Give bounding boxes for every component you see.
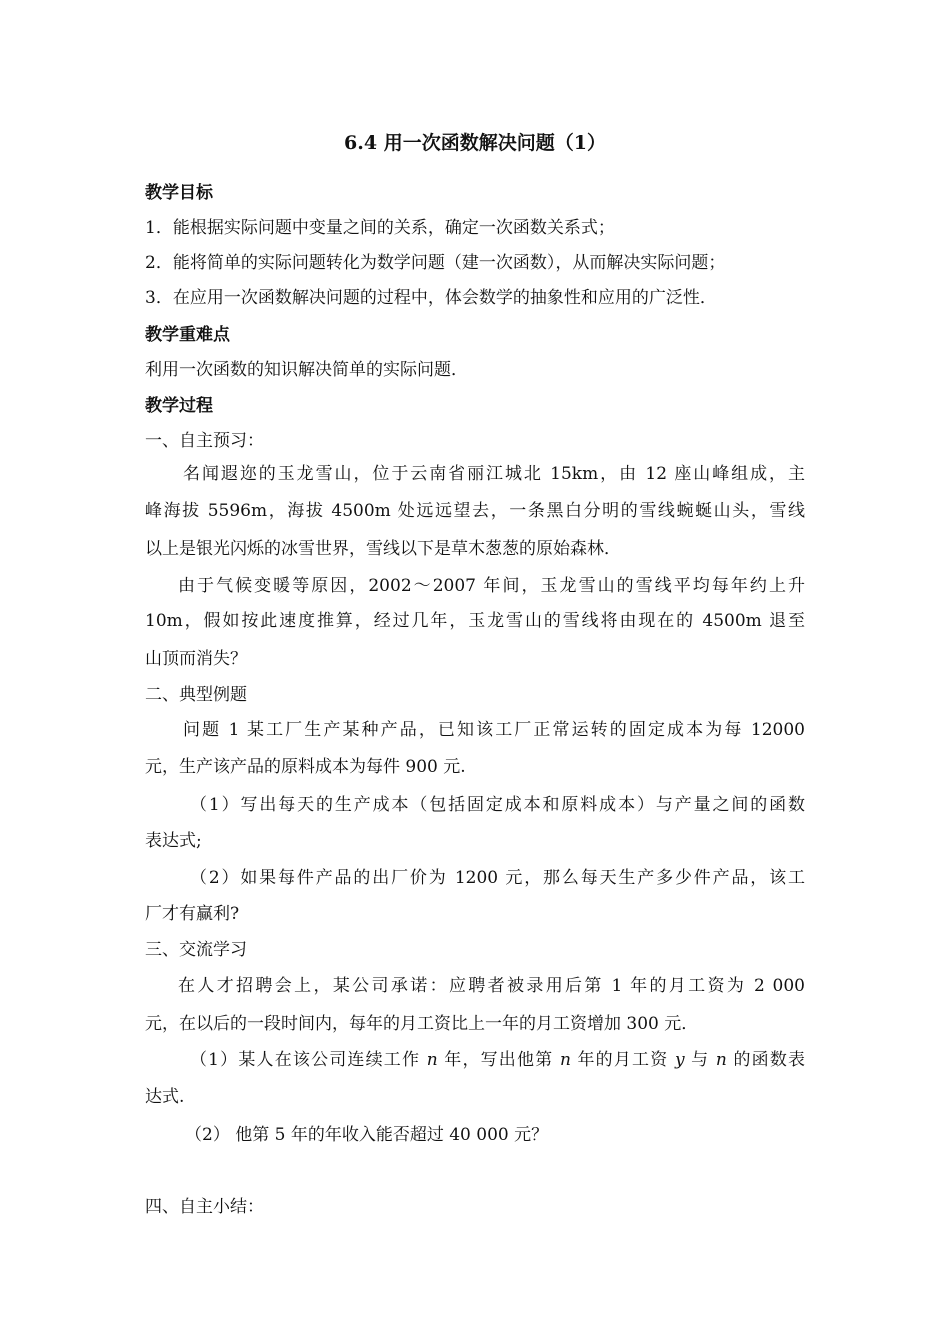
example-q2-line2: 厂才有赢利? [145, 904, 240, 924]
var-y: y [674, 1050, 685, 1070]
section3-heading: 三、交流学习 [145, 940, 247, 960]
example-q1-line1: （1）写出每天的生产成本（包括固定成本和原料成本）与产量之间的函数 [190, 795, 805, 815]
var-n: n [559, 1050, 571, 1070]
objectives-heading: 教学目标 [145, 183, 213, 203]
q1-text-e: 的函数表 [726, 1050, 805, 1070]
section1-heading: 一、自主预习： [145, 431, 264, 451]
q1-text-c: 年的月工资 [570, 1050, 675, 1070]
var-n: n [426, 1050, 438, 1070]
exchange-q1-line2: 达式. [145, 1087, 185, 1107]
exchange-q1-line1 [190, 1048, 805, 1072]
example-q2-line1: （2）如果每件产品的出厂价为 1200 元，那么每天生产多少件产品，该工 [190, 868, 805, 888]
objective-item-2: 2．能将简单的实际问题转化为数学问题（建一次函数），从而解决实际问题； [145, 253, 726, 273]
preview-para1-line3: 以上是银光闪烁的冰雪世界，雪线以下是草木葱葱的原始森林． [145, 539, 621, 559]
preview-para1-line2: 峰海拔 5596m，海拔 4500m 处远远望去，一条黑白分明的雪线蜿蜒山头，雪线 [145, 501, 805, 521]
objective-item-3: 3．在应用一次函数解决问题的过程中，体会数学的抽象性和应用的广泛性． [145, 288, 717, 308]
exchange-problem-line1: 在人才招聘会上，某公司承诺：应聘者被录用后第 1 年的月工资为 2 000 [178, 976, 805, 996]
process-heading: 教学过程 [145, 396, 213, 416]
preview-para2-line1: 由于气候变暖等原因，2002～2007 年间，玉龙雪山的雪线平均每年约上升 [178, 576, 805, 596]
section2-heading: 二、典型例题 [145, 685, 247, 705]
section4-heading: 四、自主小结： [145, 1197, 264, 1217]
example-problem-line1: 问题 1 某工厂生产某种产品，已知该工厂正常运转的固定成本为每 12000 [183, 720, 805, 740]
q1-text-a: （1）某人在该公司连续工作 [190, 1050, 427, 1070]
var-n: n [715, 1050, 727, 1070]
page-title: 6.4 用一次函数解决问题（1） [344, 132, 606, 154]
objective-item-1: 1．能根据实际问题中变量之间的关系，确定一次函数关系式； [145, 218, 615, 238]
q1-text-d: 与 [684, 1050, 716, 1070]
exchange-q2: （2） 他第 5 年的年收入能否超过 40 000 元？ [185, 1125, 549, 1145]
preview-para2-line2: 10m，假如按此速度推算，经过几年，玉龙雪山的雪线将由现在的 4500m 退至 [145, 611, 805, 631]
example-q1-line2: 表达式; [145, 831, 202, 851]
preview-para1-line1: 名闻遐迩的玉龙雪山，位于云南省丽江城北 15km，由 12 座山峰组成，主 [183, 464, 805, 484]
preview-para2-line3: 山顶而消失？ [145, 649, 247, 669]
q1-text-b: 年，写出他第 [437, 1050, 560, 1070]
key-points-text: 利用一次函数的知识解决简单的实际问题． [145, 360, 468, 380]
key-points-heading: 教学重难点 [145, 325, 230, 345]
exchange-problem-line2: 元，在以后的一段时间内，每年的月工资比上一年的月工资增加 300 元． [145, 1014, 699, 1034]
example-problem-line2: 元，生产该产品的原料成本为每件 900 元. [145, 757, 466, 777]
